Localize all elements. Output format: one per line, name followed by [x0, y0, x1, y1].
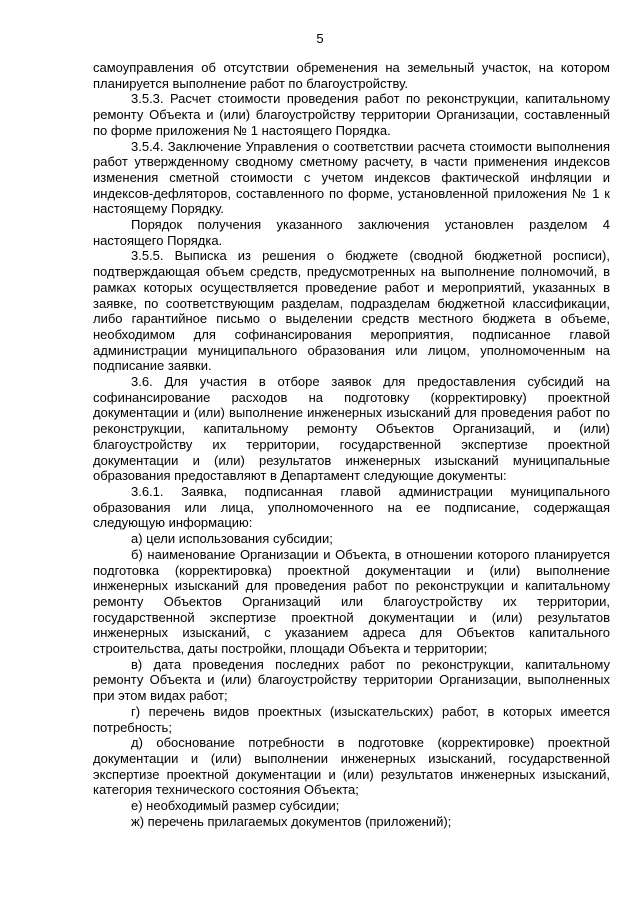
paragraph-3-6-1: 3.6.1. Заявка, подписанная главой администрации муниципального образования или лица, уполномоченного на ее подписание, содержащая следующую информацию: [93, 483, 610, 531]
paragraph-continuation: самоуправления об отсутствии обременения на земельный участок, на котором планируется выполнение работ по благоустройству. [93, 60, 610, 91]
paragraph-conclusion-procedure: Порядок получения указанного заключения установлен разделом 4 настоящего Порядка. [93, 217, 610, 248]
paragraph-3-5-3: 3.5.3. Расчет стоимости проведения работ по реконструкции, капитальному ремонту Объекта и (или) благоустройству территории Организации, составленный по форме приложения № 1 настоящего Порядка. [93, 91, 610, 138]
list-item-b: б) наименование Организации и Объекта, в отношении которого планируется подготовка (корректировка) проектной документации и (или) выполнение инженерных изысканий для проведения работ по реконструкции и капитальному ремонту Объектов Организаций или благоустройству их территории, государственной экспертизе проектной документации и (или) результатов инженерных изысканий, с указанием адреса для Объектов капитального строительства, даты постройки, площади Объекта и территории; [93, 546, 610, 657]
document-body [93, 60, 610, 829]
list-item-g: г) перечень видов проектных (изыскательских) работ, в которых имеется потребность; [93, 703, 610, 735]
paragraph-3-5-5: 3.5.5. Выписка из решения о бюджете (сводной бюджетной росписи), подтверждающая объем средств, предусмотренных на выполнение полномочий, в рамках которых осуществляется проведение работ и мероприятий, указанных в заявке, по соответствующим разделам, подразделам бюджетной классификации, либо гарантийное письмо о выделении средств местного бюджета в объеме, необходимом для софинансирования мероприятия, подписанное главой администрации муниципального образования или лицом, уполномоченным на подписание заявки. [93, 248, 610, 374]
list-item-a: а) цели использования субсидии; [131, 531, 333, 547]
list-item-v: в) дата проведения последних работ по реконструкции, капитальному ремонту Объекта и (или) благоустройству территории Организации, выполненных при этом видах работ; [93, 656, 610, 704]
page-number: 5 [316, 31, 324, 46]
paragraph-3-6: 3.6. Для участия в отборе заявок для предоставления субсидий на софинансирование расходов на подготовку (корректировку) проектной документации и (или) выполнение инженерных изысканий для проведения работ по реконструкции, капитальному ремонту Объектов Организаций, и (или) благоустройству их территории, государственной экспертизе проектной документации и (или) результатов инженерных изысканий муниципальные образования предоставляют в Департамент следующие документы: [93, 374, 610, 484]
list-item-d: д) обоснование потребности в подготовке (корректировке) проектной документации и (или) выполнении инженерных изысканий, государственной экспертизе проектной документации и (или) результатов инженерных изысканий, категория технического состояния Объекта; [93, 735, 610, 798]
list-item-zh: ж) перечень прилагаемых документов (приложений); [131, 813, 452, 829]
list-item-e: е) необходимый размер субсидии; [131, 798, 340, 814]
paragraph-3-5-4: 3.5.4. Заключение Управления о соответствии расчета стоимости выполнения работ утвержденному сводному сметному расчету, в части применения индексов изменения сметной стоимости с учетом индексов фактической инфляции и индексов-дефляторов, составленного по форме, установленной приложения № 1 к настоящему Порядку. [93, 138, 610, 217]
